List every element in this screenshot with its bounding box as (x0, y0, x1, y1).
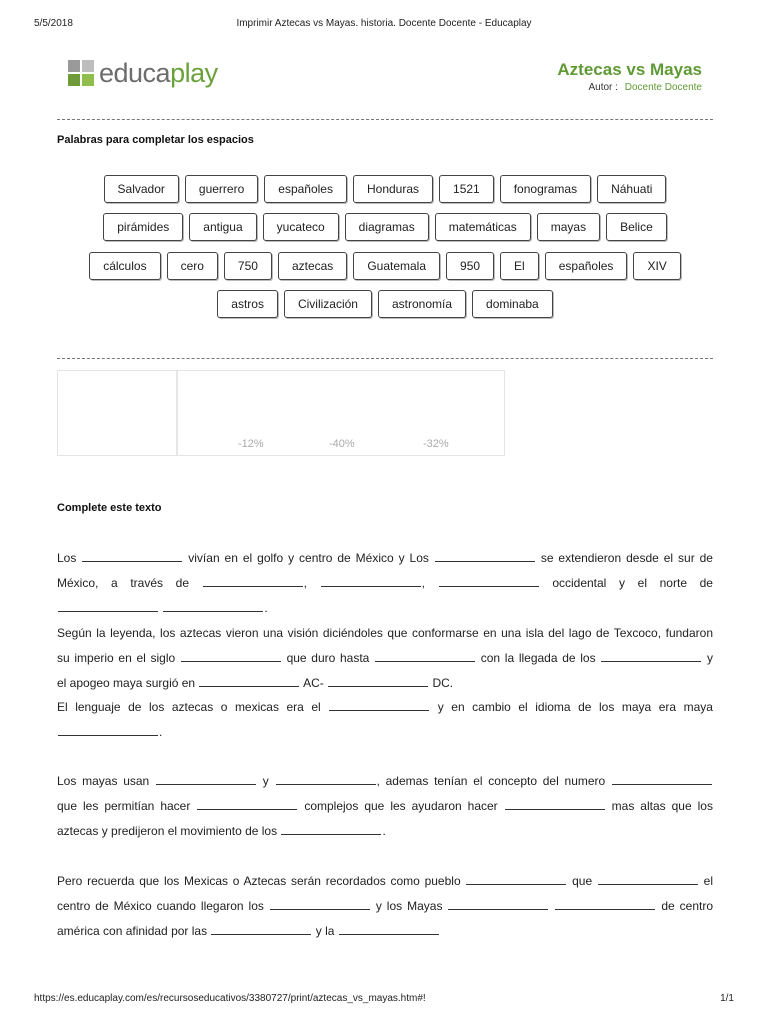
blank-input[interactable] (601, 647, 701, 662)
word-chip[interactable]: cero (167, 252, 218, 280)
word-chip[interactable]: Belice (606, 213, 667, 241)
paragraph-1 (57, 546, 713, 621)
text-line: . (57, 720, 713, 745)
word-chip[interactable]: 950 (446, 252, 494, 280)
text-line: el apogeo maya surgió en AC- DC. (57, 671, 713, 696)
text-line: américa con afinidad por las y la (57, 919, 713, 944)
blank-input[interactable] (435, 547, 535, 562)
blank-input[interactable] (211, 920, 311, 935)
word-chip[interactable]: Salvador (104, 175, 179, 203)
paragraph-3 (57, 695, 713, 745)
text-line: Según la leyenda, los aztecas vieron una visión diciéndoles que conformarse en una isla del lago de Texcoco, fundaron (57, 626, 713, 640)
activity-title: Aztecas vs Mayas (557, 60, 702, 79)
blank-input[interactable] (82, 547, 182, 562)
word-bank-row-1 (57, 175, 713, 203)
blank-input[interactable] (203, 572, 303, 587)
word-chip[interactable]: El (500, 252, 539, 280)
blank-input[interactable] (321, 572, 421, 587)
word-bank-row-2 (57, 213, 713, 241)
ad-banner[interactable] (57, 370, 505, 456)
print-url: https://es.educaplay.com/es/recursoseducativos/3380727/print/aztecas_vs_mayas.htm#! (34, 993, 426, 1004)
word-chip[interactable]: astronomía (378, 290, 466, 318)
ad-separator (176, 371, 178, 455)
word-chip[interactable]: Civilización (284, 290, 372, 318)
blank-input[interactable] (598, 870, 698, 885)
blank-input[interactable] (197, 795, 297, 810)
word-chip[interactable]: XIV (633, 252, 680, 280)
author-name-link[interactable]: Docente Docente (624, 82, 702, 93)
word-chip[interactable]: astros (217, 290, 278, 318)
word-chip[interactable]: Náhuati (597, 175, 666, 203)
text-line: . (57, 596, 713, 621)
logo-squares-icon (68, 60, 94, 86)
ad-value: -12% (238, 438, 264, 450)
blank-input[interactable] (276, 770, 376, 785)
text-line: que les permitían hacer complejos que les ayudaron hacer mas altas que los (57, 794, 713, 819)
text-line: Pero recuerda que los Mexicas o Aztecas serán recordados como pueblo que el (57, 869, 713, 894)
print-page-title: Imprimir Aztecas vs Mayas. historia. Docente Docente - Educaplay (236, 18, 532, 29)
word-chip[interactable]: Guatemala (353, 252, 440, 280)
word-chip[interactable]: diagramas (345, 213, 429, 241)
blank-input[interactable] (270, 895, 370, 910)
blank-input[interactable] (58, 597, 158, 612)
blank-input[interactable] (328, 672, 428, 687)
blank-input[interactable] (439, 572, 539, 587)
middle-divider (57, 358, 713, 359)
blank-input[interactable] (612, 770, 712, 785)
word-chip[interactable]: yucateco (263, 213, 339, 241)
text-line: México, a través de , , occidental y el norte de (57, 571, 713, 596)
word-chip[interactable]: antigua (189, 213, 256, 241)
paragraph-4 (57, 769, 713, 844)
word-chip[interactable]: pirámides (103, 213, 183, 241)
text-line: aztecas y predijeron el movimiento de los . (57, 819, 713, 844)
blank-input[interactable] (181, 647, 281, 662)
paragraph-5 (57, 869, 713, 944)
word-bank-heading: Palabras para completar los espacios (57, 134, 254, 146)
paragraph-2 (57, 621, 713, 696)
blank-input[interactable] (466, 870, 566, 885)
logo-wordmark: educaplay (99, 57, 218, 88)
blank-input[interactable] (199, 672, 299, 687)
blank-input[interactable] (505, 795, 605, 810)
text-line: Los vivían en el golfo y centro de México y Los se extendieron desde el sur de (57, 546, 713, 571)
word-chip[interactable]: 750 (224, 252, 272, 280)
word-chip[interactable]: mayas (537, 213, 600, 241)
text-line: centro de México cuando llegaron los y los Mayas de centro (57, 894, 713, 919)
text-section-heading: Complete este texto (57, 502, 162, 514)
word-chip[interactable]: matemáticas (435, 213, 531, 241)
blank-input[interactable] (281, 820, 381, 835)
text-line: su imperio en el siglo que duro hasta con la llegada de los y (57, 646, 713, 671)
author-line (588, 82, 702, 93)
top-divider (57, 119, 713, 120)
word-chip[interactable]: españoles (264, 175, 347, 203)
word-chip[interactable]: dominaba (472, 290, 553, 318)
word-chip[interactable]: 1521 (439, 175, 494, 203)
print-date: 5/5/2018 (34, 18, 73, 29)
blank-input[interactable] (339, 920, 439, 935)
word-chip[interactable]: españoles (545, 252, 628, 280)
blank-input[interactable] (163, 597, 263, 612)
word-bank-row-3 (57, 252, 713, 280)
word-bank-row-4 (57, 290, 713, 318)
blank-input[interactable] (329, 696, 429, 711)
ad-value: -40% (329, 438, 355, 450)
author-label: Autor : (588, 82, 618, 93)
text-line: Los mayas usan y , ademas tenían el concepto del numero (57, 769, 713, 794)
word-chip[interactable]: guerrero (185, 175, 258, 203)
blank-input[interactable] (58, 721, 158, 736)
word-chip[interactable]: cálculos (89, 252, 160, 280)
text-line: El lenguaje de los aztecas o mexicas era el y en cambio el idioma de los maya era maya (57, 695, 713, 720)
blank-input[interactable] (375, 647, 475, 662)
word-chip[interactable]: fonogramas (500, 175, 591, 203)
word-chip[interactable]: aztecas (278, 252, 347, 280)
blank-input[interactable] (448, 895, 548, 910)
ad-value: -32% (423, 438, 449, 450)
print-page-number: 1/1 (720, 993, 734, 1004)
blank-input[interactable] (555, 895, 655, 910)
educaplay-logo[interactable] (68, 58, 218, 88)
word-chip[interactable]: Honduras (353, 175, 433, 203)
blank-input[interactable] (156, 770, 256, 785)
